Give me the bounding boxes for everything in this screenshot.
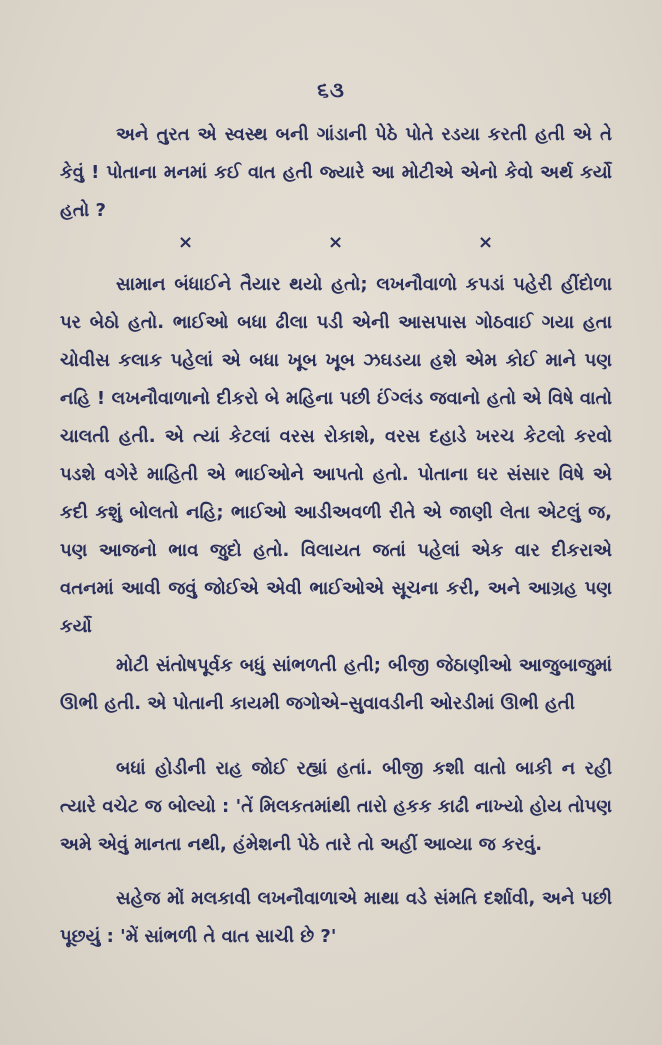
paragraph-3: મોટી સંતોષપૂર્વક બધું સાંભળતી હતી; બીજી જેઠાણીઓ આજુબાજુમાં ઊભી હતી. એ પોતાની કાયમી જગોએ–સુવાવડીની ઓરડીમાં ઊભી હતી xyxy=(60,655,612,714)
paragraph-1: અને તુરત એ સ્વસ્થ બની ગાંડાની પેઠે પોતે રડયા કરતી હતી એ તે કેવું ! પોતાના મનમાં કઈ વાત હતી જ્યારે આ મોટીએ એનો કેવો અર્થ કર્યો હતો ? xyxy=(60,124,612,221)
separator-mark: × xyxy=(478,232,494,253)
paragraph-4: બધાં હોડીની રાહ જોઈ રહ્યાં હતાં. બીજી કશી વાતો બાકી ન રહી ત્યારે વચેટ જ બોલ્યો : 'તેં મિલકતમાંથી તારો હકક કાઢી નાખ્યો હોય તોપણ અમે એવું માનતા નથી, હંમેશની પેઠે તારે તો અહીં આવ્યા જ કરવું. xyxy=(60,758,612,855)
paragraph-5: સહેજ મોં મલકાવી લખનૌવાળાએ માથા વડે સંમતિ દર્શાવી, અને પછી પૂછયું : 'મેં સાંભળી તે વાત સાચી છે ?' xyxy=(60,888,612,947)
separator-mark: × xyxy=(178,232,194,253)
separator-mark: × xyxy=(328,232,344,253)
paragraph-2: સામાન બંધાઈને તૈયાર થયો હતો; લખનૌવાળો કપડાં પહેરી હીંદોળા પર બેઠો હતો. ભાઈઓ બધા ઢીલા પડી એની આસપાસ ગોઠવાઈ ગયા હતા ચોવીસ કલાક પહેલાં એ બધા ખૂબ ખૂબ ઝઘડયા હશે એમ કોઈ માને પણ નહિ ! લખનૌવાળાનો દીકરો બે મહિના પછી ઈંગ્લંડ જવાનો હતો એ વિષે વાતો ચાલતી હતી. એ ત્યાં કેટલાં વરસ રોકાશે, વરસ દહાડે ખરચ કેટલો કરવો પડશે વગેરે માહિતી એ ભાઈઓને આપતો હતો. પોતાના ઘર સંસાર વિષે એ કદી કશું બોલતો નહિ; ભાઈઓ આડીઅવળી રીતે એ જાણી લેતા એટલું જ, પણ આજનો ભાવ જુદો હતો. વિલાયત જતાં પહેલાં એક વાર દીકરાએ વતનમાં આવી જવું જોઈએ એવી ભાઈઓએ સૂચના કરી, અને આગ્રહ પણ કર્યો xyxy=(60,274,612,637)
section-separator xyxy=(60,232,612,262)
page-number: ૬૩ xyxy=(317,78,345,102)
